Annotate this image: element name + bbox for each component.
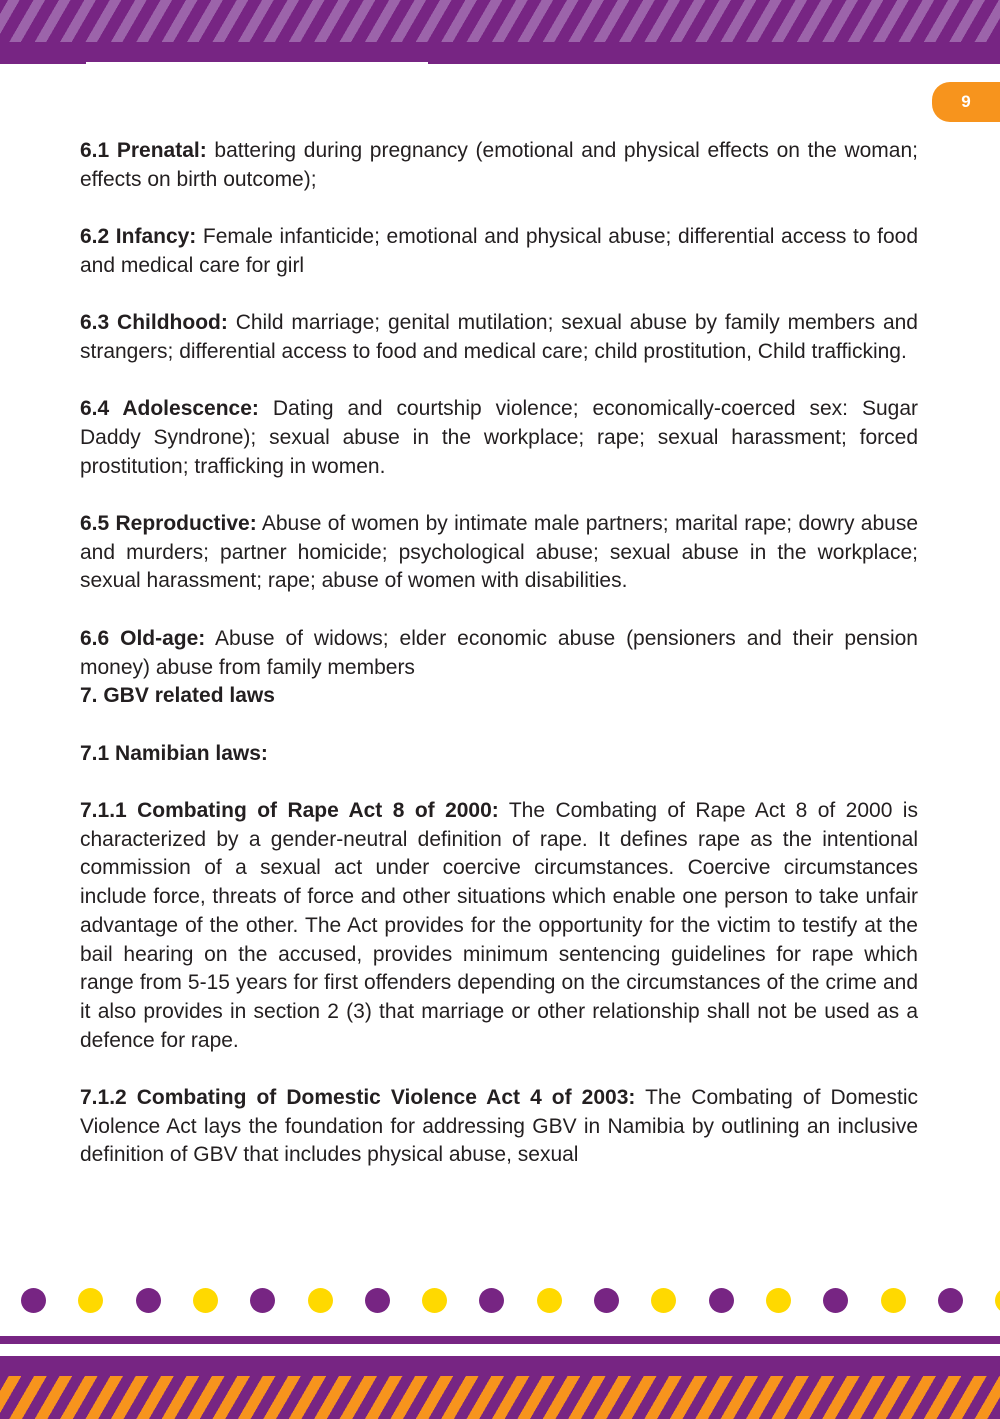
page-number: 9 (961, 92, 971, 111)
paragraph-text: The Combating of Rape Act 8 of 2000 is characterized by a gender-neutral definition of rape. It defines rape as the intentional commission of a sexual act under coercive circumstances. Coercive circumstances include force, threats of force and other situations which enable one person to take unfair advantage of the other. The Act provides for the opportunity for the victim to testify at the bail hearing on the accused, provides minimum sentencing guidelines for rape which range from 5-15 years for first offenders depending on the circumstances of the crime and it also provides in section 2 (3) that marriage or other relationship shall not be used as a defence for rape. (80, 799, 918, 1052)
paragraph-text: Dating and courtship violence; economically-coerced sex: Sugar Daddy Syndrone); sexual abuse in the workplace; rape; sexual harassment; forced prostitution; trafficking in women. (80, 397, 918, 478)
dot-divider (0, 1285, 1000, 1317)
paragraph-adolescence (80, 395, 918, 481)
decorative-dot (250, 1288, 275, 1313)
paragraph-rape-act (80, 797, 918, 1055)
decorative-dot (709, 1288, 734, 1313)
decorative-dot (78, 1288, 103, 1313)
paragraph-text: Abuse of widows; elder economic abuse (pensioners and their pension money) abuse from family members (80, 626, 918, 679)
paragraph-heading: 6.5 Reproductive: (80, 512, 257, 536)
paragraph-old-age (80, 625, 918, 682)
header-rule (86, 62, 428, 65)
paragraph-heading: 7.1.1 Combating of Rape Act 8 of 2000: (80, 799, 499, 823)
paragraph-heading: 7.1.2 Combating of Domestic Violence Act 4 of 2003: (80, 1086, 636, 1110)
paragraph-heading: 6.6 Old-age: (80, 626, 206, 650)
decorative-dot (766, 1288, 791, 1313)
paragraph-text: Female infanticide; emotional and physical abuse; differential access to food and medical care for girl (80, 225, 918, 277)
decorative-dot (422, 1288, 447, 1313)
body-text (80, 137, 918, 1199)
paragraph-heading: 6.4 Adolescence: (80, 397, 259, 421)
paragraph-text: battering during pregnancy (emotional and physical effects on the woman; effects on birth outcome); (80, 139, 918, 191)
paragraph-infancy (80, 223, 918, 280)
paragraph-text: The Combating of Domestic Violence Act lays the foundation for addressing GBV in Namibia by outlining an inclusive definition of GBV that includes physical abuse, sexual (80, 1086, 918, 1167)
decorative-dot (365, 1288, 390, 1313)
section-title: 7. GBV related laws (80, 684, 275, 708)
paragraph-heading: 6.3 Childhood: (80, 311, 228, 335)
paragraph-text: Abuse of women by intimate male partners; marital rape; dowry abuse and murders; partner homicide; psychological abuse; sexual abuse in the workplace; sexual harassment; rape; abuse of women with disabilities. (80, 512, 919, 593)
paragraph-domestic-violence-act (80, 1084, 918, 1170)
footer-stripes (0, 1376, 1000, 1419)
footer-gap (0, 1344, 1000, 1356)
decorative-dot (479, 1288, 504, 1313)
decorative-dot (938, 1288, 963, 1313)
decorative-dot (136, 1288, 161, 1313)
section-7-title (80, 682, 918, 711)
paragraph-prenatal (80, 137, 918, 194)
decorative-dot (823, 1288, 848, 1313)
paragraph-reproductive (80, 510, 918, 596)
decorative-dot (881, 1288, 906, 1313)
page-number-tab (932, 82, 1000, 122)
paragraph-heading: 6.2 Infancy: (80, 225, 197, 249)
decorative-dot (651, 1288, 676, 1313)
decorative-dot (537, 1288, 562, 1313)
header-stripes (0, 0, 1000, 42)
paragraph-heading: 6.1 Prenatal: (80, 139, 207, 162)
decorative-dot (193, 1288, 218, 1313)
paragraph-childhood (80, 309, 918, 366)
paragraph-text: Child marriage; genital mutilation; sexual abuse by family members and strangers; differential access to food and medical care; child prostitution, Child trafficking. (80, 311, 918, 363)
subsection-title: 7.1 Namibian laws: (80, 741, 268, 765)
decorative-dot (594, 1288, 619, 1313)
decorative-dot (995, 1288, 1000, 1313)
section-7-1-title (80, 740, 918, 769)
decorative-dot (308, 1288, 333, 1313)
decorative-dot (21, 1288, 46, 1313)
